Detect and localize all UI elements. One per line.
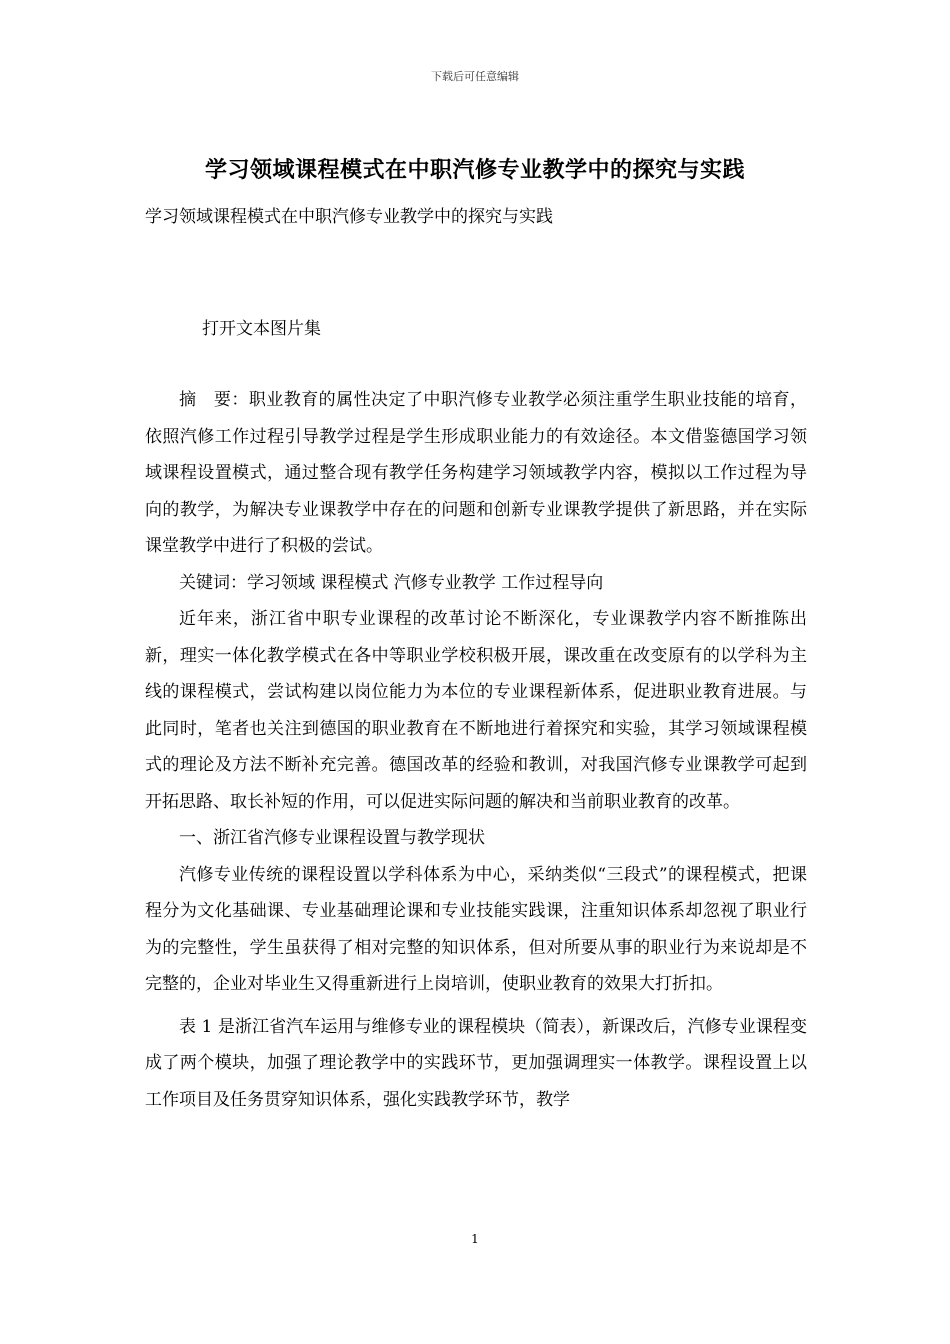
page-number: 1 (471, 1232, 479, 1246)
body-paragraph: 汽修专业传统的课程设置以学科体系为中心，采纳类似“三段式”的课程模式，把课程分为文化基础课、专业基础理论课和专业技能实践课，注重知识体系却忽视了职业行为的完整性，学生虽获得了相对完整的知识体系，但对所要从事的职业行为来说却是不完整的，企业对毕业生又得重新进行上岗培训，使职业教育的效果大打折扣。 (145, 864, 807, 994)
intro-paragraph: 近年来，浙江省中职专业课程的改革讨论不断深化，专业课教学内容不断推陈出新，理实一体化教学模式在各中等职业学校积极开展，课改重在改变原有的以学科为主线的课程模式，尝试构建以岗位能力为本位的专业课程新体系，促进职业教育进展。与此同时，笔者也关注到德国的职业教育在不断地进行着探究和实验，其学习领域课程模式的理论及方法不断补充完善。德国改革的经验和教训，对我国汽修专业课教学可起到开拓思路、取长补短的作用，可以促进实际问题的解决和当前职业教育的改革。 (145, 609, 807, 812)
document-subtitle: 学习领域课程模式在中职汽修专业教学中的探究与实践 (145, 207, 553, 227)
document-title: 学习领域课程模式在中职汽修专业教学中的探究与实践 (204, 157, 745, 183)
section-heading: 一、浙江省汽修专业课程设置与教学现状 (179, 828, 485, 848)
abstract-paragraph: 摘 要：职业教育的属性决定了中职汽修专业教学必须注重学生职业技能的培育，依照汽修工作过程引导教学过程是学生形成职业能力的有效途径。本文借鉴德国学习领域课程设置模式，通过整合现有教学任务构建学习领域教学内容，模拟以工作过程为导向的教学，为解决专业课教学中存在的问题和创新专业课教学提供了新思路，并在实际课堂教学中进行了积极的尝试。 (145, 390, 807, 556)
open-gallery-link[interactable]: 打开文本图片集 (202, 319, 321, 339)
body-text (145, 382, 807, 1118)
keywords-paragraph: 关键词：学习领域 课程模式 汽修专业教学 工作过程导向 (179, 572, 604, 593)
header-note: 下载后可任意编辑 (431, 70, 519, 83)
body-paragraph: 表 1 是浙江省汽车运用与维修专业的课程模块（简表），新课改后，汽修专业课程变成了两个模块，加强了理论教学中的实践环节，更加强调理实一体教学。课程设置上以工作项目及任务贯穿知识体系，强化实践教学环节，教学 (145, 1016, 807, 1110)
